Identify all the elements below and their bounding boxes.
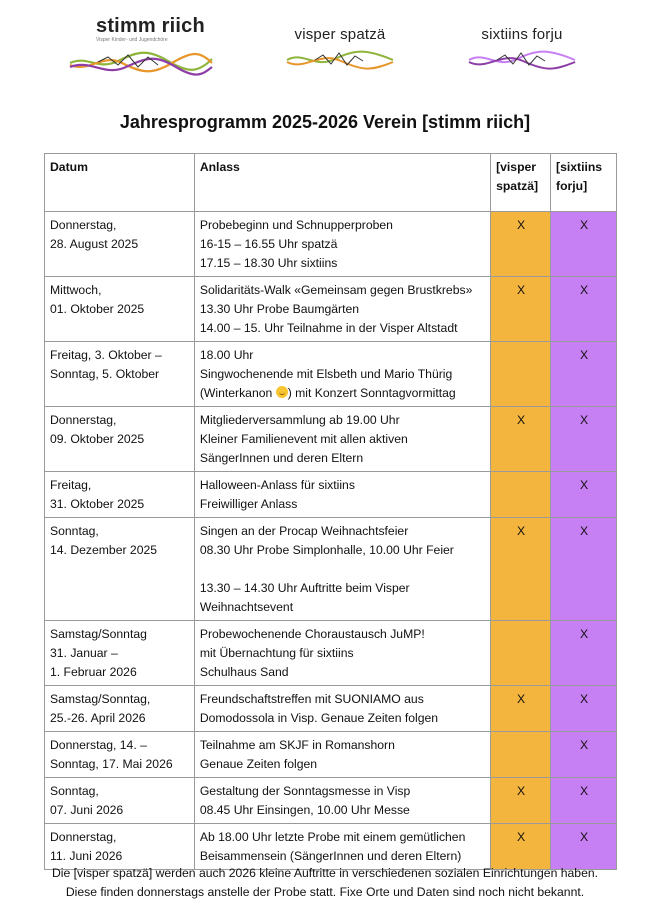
table-body	[45, 212, 617, 870]
event-cell	[194, 407, 490, 472]
event-cell	[194, 277, 490, 342]
date-line: Samstag/Sonntag	[50, 627, 147, 641]
event-cell	[194, 472, 490, 518]
header-spatzae-line-2: spatzä]	[496, 179, 539, 193]
sixtiins-forju-cell: X	[551, 342, 617, 407]
table-row	[45, 212, 617, 277]
header-sixtiins-line-1: [sixtiins	[556, 160, 603, 174]
event-cell	[194, 778, 490, 824]
event-line: Freiwilliger Anlass	[199, 497, 298, 511]
sixtiins-forju-logo-name: sixtiins forju	[481, 26, 563, 43]
date-line: Sonntag,	[50, 784, 99, 798]
date-cell	[45, 778, 195, 824]
date-line: 14. Dezember 2025	[50, 543, 158, 557]
event-line: Schulhaus Sand	[199, 665, 289, 679]
event-line: Domodossola in Visp. Genaue Zeiten folgen	[199, 711, 439, 725]
event-line	[200, 384, 486, 403]
visper-spatzae-cell	[491, 472, 551, 518]
event-line: Freundschaftstreffen mit SUONIAMO aus	[199, 692, 424, 706]
sixtiins-forju-cell: X	[551, 518, 617, 621]
event-line: 13.30 – 14.30 Uhr Auftritte beim Visper	[199, 581, 410, 595]
date-line: 11. Juni 2026	[50, 849, 123, 863]
sixtiins-forju-cell: X	[551, 621, 617, 686]
event-cell	[194, 824, 490, 870]
date-line: Sonntag, 17. Mai 2026	[50, 757, 173, 771]
footnote-line-1: Die [visper spatzä] werden auch 2026 kleine Auftritte in verschiedenen sozialen Einrichtungen haben.	[51, 866, 599, 880]
date-cell	[45, 732, 195, 778]
date-line: Sonntag,	[50, 524, 99, 538]
visper-spatzae-logo-name: visper spatzä	[294, 26, 386, 43]
sixtiins-forju-wave-graphic	[467, 45, 577, 75]
date-line: 09. Oktober 2025	[50, 432, 145, 446]
table-row	[45, 621, 617, 686]
date-line: 01. Oktober 2025	[50, 302, 145, 316]
table-row	[45, 472, 617, 518]
stimm-riich-logo-name: stimm riich	[96, 15, 205, 37]
event-line-part: ) mit Konzert Sonntagvormittag	[287, 386, 456, 400]
event-line: Kleiner Familienevent mit allen aktiven	[199, 432, 408, 446]
date-cell	[45, 407, 195, 472]
visper-spatzae-cell: X	[491, 824, 551, 870]
program-table	[44, 153, 617, 870]
date-line: Sonntag, 5. Oktober	[50, 367, 160, 381]
sixtiins-forju-cell: X	[551, 472, 617, 518]
footnote	[20, 864, 630, 902]
event-line: 16-15 – 16.55 Uhr spatzä	[199, 237, 338, 251]
event-line	[200, 560, 486, 579]
table-row	[45, 342, 617, 407]
visper-spatzae-cell: X	[491, 277, 551, 342]
visper-spatzae-cell: X	[491, 212, 551, 277]
date-line: 31. Januar –	[50, 646, 118, 660]
date-line: Samstag/Sonntag,	[50, 692, 151, 706]
stimm-riich-wave-graphic	[68, 45, 214, 79]
event-line: 14.00 – 15. Uhr Teilnahme in der Visper Altstadt	[199, 321, 458, 335]
event-line: Probebeginn und Schnupperproben	[199, 218, 393, 232]
event-line: Singwochenende mit Elsbeth und Mario Thürig	[199, 367, 453, 381]
sixtiins-forju-cell: X	[551, 407, 617, 472]
sixtiins-forju-cell: X	[551, 277, 617, 342]
date-line: Donnerstag,	[50, 413, 117, 427]
header-event: Anlass	[194, 154, 490, 212]
table-header-row	[45, 154, 617, 212]
event-cell	[194, 212, 490, 277]
event-cell	[194, 342, 490, 407]
date-line: 25.-26. April 2026	[50, 711, 146, 725]
visper-spatzae-wave-graphic	[285, 45, 395, 75]
sixtiins-forju-cell: X	[551, 732, 617, 778]
event-line: 13.30 Uhr Probe Baumgärten	[199, 302, 360, 316]
table-row	[45, 518, 617, 621]
visper-spatzae-cell: X	[491, 407, 551, 472]
header-sixtiins-line-2: forju]	[556, 179, 588, 193]
date-line: Donnerstag,	[50, 830, 117, 844]
event-line: Singen an der Procap Weihnachtsfeier	[199, 524, 409, 538]
header-sixtiins-forju	[551, 154, 617, 212]
event-line: SängerInnen und deren Eltern	[199, 451, 364, 465]
event-line: mit Übernachtung für sixtiins	[199, 646, 354, 660]
event-line: Genaue Zeiten folgen	[199, 757, 318, 771]
event-line: 17.15 – 18.30 Uhr sixtiins	[199, 256, 338, 270]
date-line: Donnerstag, 14. –	[50, 738, 147, 752]
visper-spatzae-cell: X	[491, 686, 551, 732]
event-line: 08.45 Uhr Einsingen, 10.00 Uhr Messe	[199, 803, 410, 817]
table-row	[45, 277, 617, 342]
event-line: Beisammensein (SängerInnen und deren Eltern)	[199, 849, 462, 863]
event-line: Mitgliederversammlung ab 19.00 Uhr	[199, 413, 400, 427]
date-line: Donnerstag,	[50, 218, 117, 232]
event-cell	[194, 732, 490, 778]
event-line: 08.30 Uhr Probe Simplonhalle, 10.00 Uhr Feier	[199, 543, 454, 557]
header-date: Datum	[45, 154, 195, 212]
sixtiins-forju-cell: X	[551, 824, 617, 870]
date-cell	[45, 824, 195, 870]
sixtiins-forju-logo	[462, 26, 582, 75]
date-line: 31. Oktober 2025	[50, 497, 145, 511]
date-cell	[45, 212, 195, 277]
event-cell	[194, 686, 490, 732]
visper-spatzae-cell: X	[491, 778, 551, 824]
date-cell	[45, 472, 195, 518]
sixtiins-forju-cell: X	[551, 778, 617, 824]
table-row	[45, 824, 617, 870]
table-row	[45, 732, 617, 778]
date-line: 07. Juni 2026	[50, 803, 124, 817]
sixtiins-forju-cell: X	[551, 212, 617, 277]
page-title: Jahresprogramm 2025-2026 Verein [stimm riich]	[119, 112, 531, 132]
event-line: Gestaltung der Sonntagsmesse in Visp	[199, 784, 411, 798]
footnote-line-2: Diese finden donnerstags anstelle der Probe statt. Fixe Orte und Daten sind noch nicht bekannt.	[65, 885, 585, 899]
date-line: 28. August 2025	[50, 237, 139, 251]
smiley-emoji-icon	[276, 386, 288, 398]
date-cell	[45, 518, 195, 621]
visper-spatzae-cell: X	[491, 518, 551, 621]
event-line: Halloween-Anlass für sixtiins	[199, 478, 355, 492]
date-line: Freitag,	[50, 478, 92, 492]
visper-spatzae-cell	[491, 342, 551, 407]
table-row	[45, 407, 617, 472]
header-visper-spatzae	[491, 154, 551, 212]
event-line: Teilnahme am SKJF in Romanshorn	[199, 738, 395, 752]
event-line: Solidaritäts-Walk «Gemeinsam gegen Brustkrebs»	[199, 283, 473, 297]
date-cell	[45, 686, 195, 732]
date-cell	[45, 621, 195, 686]
header-spatzae-line-1: [visper	[496, 160, 537, 174]
date-line: 1. Februar 2026	[50, 665, 137, 679]
table-row	[45, 686, 617, 732]
event-line-part: (Winterkanon	[199, 386, 276, 400]
stimm-riich-logo-tagline: Visper Kinder- und Jugendchöre	[96, 37, 168, 43]
event-line: Ab 18.00 Uhr letzte Probe mit einem gemütlichen	[199, 830, 466, 844]
event-line: Weihnachtsevent	[199, 600, 294, 614]
visper-spatzae-logo	[280, 26, 400, 75]
date-line: Freitag, 3. Oktober –	[50, 348, 162, 362]
event-line: Probewochenende Choraustausch JuMP!	[199, 627, 425, 641]
event-cell	[194, 621, 490, 686]
stimm-riich-logo	[66, 16, 216, 79]
visper-spatzae-cell	[491, 621, 551, 686]
event-line: 18.00 Uhr	[199, 348, 254, 362]
visper-spatzae-cell	[491, 732, 551, 778]
sixtiins-forju-cell: X	[551, 686, 617, 732]
event-cell	[194, 518, 490, 621]
logo-bar	[0, 16, 650, 96]
date-line: Mittwoch,	[50, 283, 102, 297]
table-row	[45, 778, 617, 824]
date-cell	[45, 342, 195, 407]
date-cell	[45, 277, 195, 342]
